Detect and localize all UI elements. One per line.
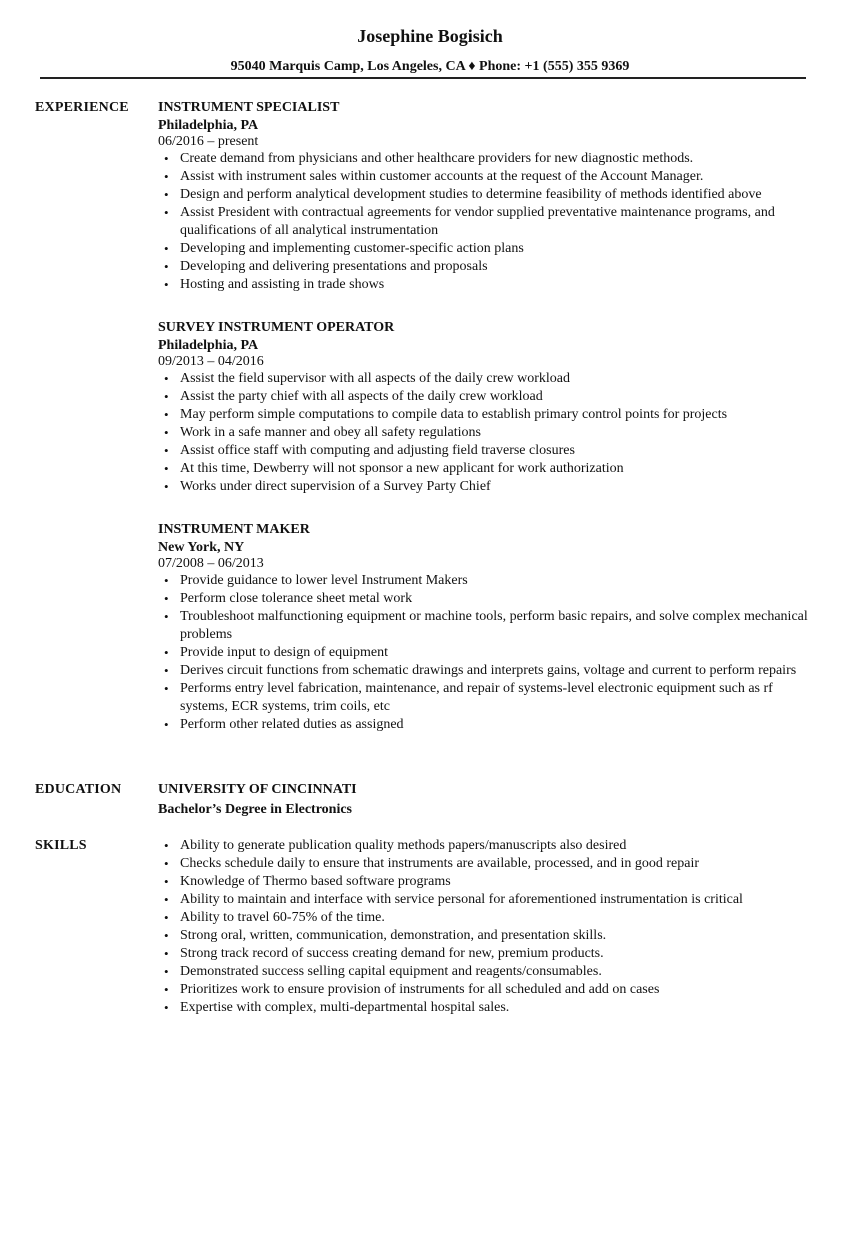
education-label: EDUCATION: [35, 782, 122, 797]
list-item: • Ability to travel 60-75% of the time.: [158, 909, 808, 927]
experience-label: EXPERIENCE: [35, 100, 129, 115]
list-item: • Assist the party chief with all aspects of the daily crew workload: [158, 388, 808, 406]
job-dates: 09/2013 – 04/2016: [158, 354, 264, 369]
list-item: • Strong oral, written, communication, demonstration, and presentation skills.: [158, 927, 808, 945]
list-item: • Performs entry level fabrication, maintenance, and repair of systems-level electronic equipment such as rf systems, ECR systems, trim coils, etc: [158, 680, 808, 716]
list-item: • Checks schedule daily to ensure that instruments are available, processed, and in good repair: [158, 855, 808, 873]
list-item: • Troubleshoot malfunctioning equipment or machine tools, perform basic repairs, and solve complex mechanical problems: [158, 608, 808, 644]
list-item: • Assist President with contractual agreements for vendor supplied preventative maintenance programs, and qualifications of all analytical instrumentation: [158, 204, 808, 240]
list-item: • Knowledge of Thermo based software programs: [158, 873, 808, 891]
list-item: • Provide guidance to lower level Instrument Makers: [158, 572, 808, 590]
list-item: • Works under direct supervision of a Survey Party Chief: [158, 478, 808, 496]
job-location: Philadelphia, PA: [158, 118, 259, 133]
job-location: New York, NY: [158, 540, 245, 555]
header-divider: [40, 77, 806, 79]
list-item: • Demonstrated success selling capital equipment and reagents/consumables.: [158, 963, 808, 981]
list-item: • Developing and delivering presentations and proposals: [158, 258, 808, 276]
list-item: • At this time, Dewberry will not sponsor a new applicant for work authorization: [158, 460, 808, 478]
skills-body: [158, 837, 808, 1017]
list-item: • Hosting and assisting in trade shows: [158, 276, 808, 294]
list-item: • Expertise with complex, multi-departmental hospital sales.: [158, 999, 808, 1017]
job-title: INSTRUMENT MAKER: [158, 522, 310, 537]
candidate-name: Josephine Bogisich: [357, 26, 503, 46]
list-item: • Provide input to design of equipment: [158, 644, 808, 662]
job-entry-1: [158, 99, 808, 294]
list-item: • Developing and implementing customer-specific action plans: [158, 240, 808, 258]
degree-name: Bachelor’s Degree in Electronics: [158, 802, 353, 817]
skills-list: [158, 837, 808, 1017]
list-item: • Assist office staff with computing and adjusting field traverse closures: [158, 442, 808, 460]
list-item: • Assist with instrument sales within customer accounts at the request of the Account Manager.: [158, 168, 808, 186]
education-body: [158, 781, 808, 818]
list-item: • Assist the field supervisor with all aspects of the daily crew workload: [158, 370, 808, 388]
job-title: SURVEY INSTRUMENT OPERATOR: [158, 320, 395, 335]
job-entry-3: [158, 521, 808, 734]
list-item: • Prioritizes work to ensure provision of instruments for all scheduled and add on cases: [158, 981, 808, 999]
list-item: • Create demand from physicians and other healthcare providers for new diagnostic methods.: [158, 150, 808, 168]
list-item: • Design and perform analytical development studies to determine feasibility of methods identified above: [158, 186, 808, 204]
list-item: • Ability to maintain and interface with service personal for aforementioned instrumentation is critical: [158, 891, 808, 909]
list-item: • Strong track record of success creating demand for new, premium products.: [158, 945, 808, 963]
list-item: • Derives circuit functions from schematic drawings and interprets gains, voltage and current to perform repairs: [158, 662, 808, 680]
job-entry-2: [158, 319, 808, 496]
job-title: INSTRUMENT SPECIALIST: [158, 100, 340, 115]
job-dates: 06/2016 – present: [158, 134, 259, 149]
skills-label: SKILLS: [35, 838, 87, 853]
contact-line: 95040 Marquis Camp, Los Angeles, CA ♦ Phone: +1 (555) 355 9369: [230, 59, 630, 74]
list-item: • Perform other related duties as assigned: [158, 716, 808, 734]
job-bullets: [158, 370, 808, 496]
job-bullets: [158, 150, 808, 294]
list-item: • Ability to generate publication quality methods papers/manuscripts also desired: [158, 837, 808, 855]
list-item: • May perform simple computations to compile data to establish primary control points for projects: [158, 406, 808, 424]
list-item: • Work in a safe manner and obey all safety regulations: [158, 424, 808, 442]
job-location: Philadelphia, PA: [158, 338, 259, 353]
school-name: UNIVERSITY OF CINCINNATI: [158, 782, 357, 797]
job-bullets: [158, 572, 808, 734]
list-item: • Perform close tolerance sheet metal work: [158, 590, 808, 608]
job-dates: 07/2008 – 06/2013: [158, 556, 264, 571]
